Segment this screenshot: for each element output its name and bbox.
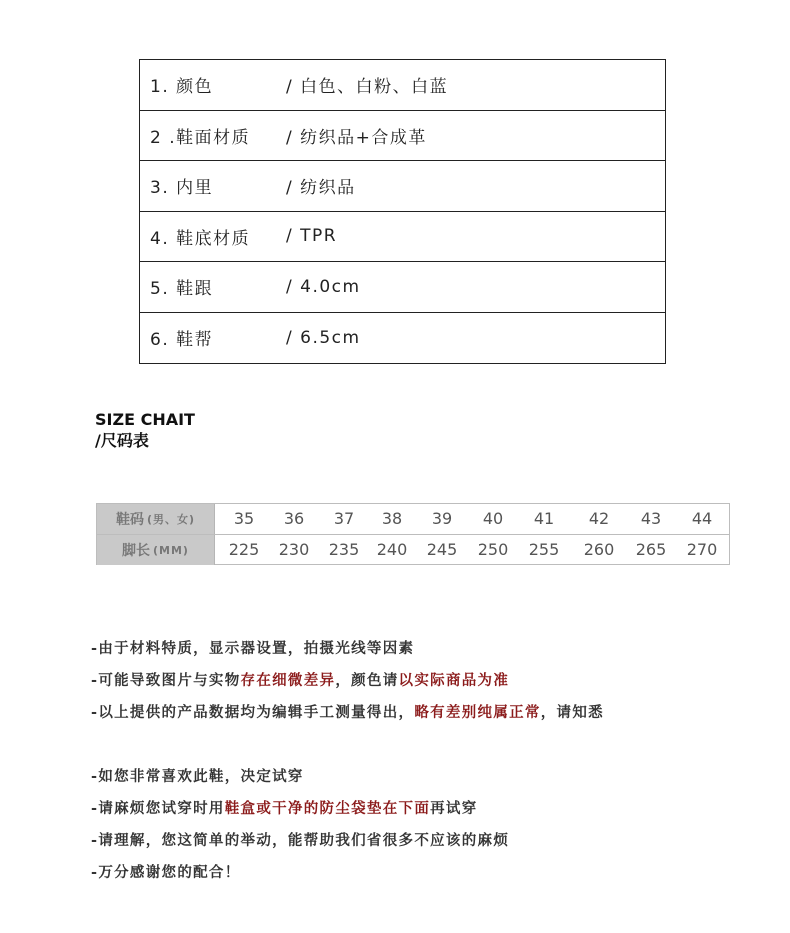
notice-line bbox=[91, 701, 604, 722]
size-cell: 255 bbox=[528, 540, 560, 559]
notice-line bbox=[91, 797, 478, 818]
notice-highlight: 鞋盒或干净的防尘袋垫在下面 bbox=[224, 801, 431, 817]
size-cell: 37 bbox=[333, 509, 355, 528]
notice-text: -由于材料特质，显示器设置，拍摄光线等因素 bbox=[91, 641, 415, 657]
size-chart-subtitle: /尺码表 bbox=[95, 431, 149, 450]
size-row-header-sub: (MM) bbox=[153, 543, 189, 557]
notice-highlight: 存在细微差异 bbox=[240, 673, 336, 689]
notice-text: -可能导致图片与实物 bbox=[91, 673, 241, 689]
spec-value: / 纺织品 bbox=[286, 178, 356, 199]
size-cell: 260 bbox=[583, 540, 615, 559]
spec-value: / TPR bbox=[286, 226, 338, 247]
size-row-foot-length bbox=[97, 534, 729, 565]
spec-label: 5. 鞋跟 bbox=[150, 279, 214, 300]
notice-text: ，请知悉 bbox=[540, 705, 604, 721]
size-cell: 42 bbox=[588, 509, 610, 528]
size-row-header bbox=[97, 504, 215, 534]
size-cell: 40 bbox=[482, 509, 504, 528]
spec-label: 4. 鞋底材质 bbox=[150, 228, 251, 249]
notice-line bbox=[91, 765, 304, 786]
size-cell: 43 bbox=[640, 509, 662, 528]
size-row-header-label: 脚长 bbox=[122, 543, 151, 559]
notice-highlight: 略有差别纯属正常 bbox=[414, 705, 541, 721]
spec-value: / 纺织品+合成革 bbox=[286, 127, 427, 148]
size-cell: 235 bbox=[328, 540, 360, 559]
spec-value: / 4.0cm bbox=[286, 276, 361, 297]
spec-label: 6. 鞋帮 bbox=[150, 330, 214, 351]
size-cell: 41 bbox=[533, 509, 555, 528]
spec-row-heel bbox=[140, 262, 665, 313]
size-cell: 39 bbox=[431, 509, 453, 528]
notice-highlight: 以实际商品为准 bbox=[398, 673, 510, 689]
notice-text: ，颜色请 bbox=[335, 673, 399, 689]
size-row-values bbox=[215, 504, 729, 534]
size-row-header-label: 鞋码 bbox=[115, 512, 144, 528]
size-cell: 245 bbox=[426, 540, 458, 559]
spec-value: / 6.5cm bbox=[286, 327, 361, 348]
notice-line bbox=[91, 861, 241, 882]
size-cell: 38 bbox=[381, 509, 403, 528]
size-chart-title: SIZE CHAIT bbox=[95, 410, 195, 429]
size-row-header-sub: (男、女) bbox=[146, 513, 196, 526]
spec-label: 3. 内里 bbox=[150, 178, 214, 199]
size-chart-table bbox=[96, 503, 730, 565]
notice-text: -如您非常喜欢此鞋，决定试穿 bbox=[91, 769, 304, 785]
size-row-values bbox=[215, 535, 729, 565]
size-cell: 250 bbox=[477, 540, 509, 559]
notice-text: -请理解，您这简单的举动，能帮助我们省很多不应该的麻烦 bbox=[91, 833, 510, 849]
spec-row-sole-material bbox=[140, 212, 665, 263]
size-cell: 230 bbox=[278, 540, 310, 559]
notice-line bbox=[91, 637, 414, 658]
spec-row-shaft bbox=[140, 313, 665, 364]
size-cell: 225 bbox=[228, 540, 260, 559]
size-chart-heading bbox=[95, 409, 195, 451]
size-cell: 240 bbox=[376, 540, 408, 559]
notice-text: 再试穿 bbox=[430, 801, 478, 817]
notice-text: -以上提供的产品数据均为编辑手工测量得出， bbox=[91, 705, 415, 721]
spec-label: 1. 颜色 bbox=[150, 77, 214, 98]
spec-value: / 白色、白粉、白蓝 bbox=[286, 77, 449, 98]
size-cell: 44 bbox=[691, 509, 713, 528]
notice-line bbox=[91, 669, 509, 690]
notice-line bbox=[91, 829, 509, 850]
notice-text: -万分感谢您的配合！ bbox=[91, 865, 241, 881]
size-cell: 35 bbox=[233, 509, 255, 528]
size-row-header bbox=[97, 535, 215, 565]
size-cell: 270 bbox=[686, 540, 718, 559]
spec-row-upper-material bbox=[140, 111, 665, 162]
product-specs-table bbox=[139, 59, 666, 364]
size-row-shoe-size bbox=[97, 504, 729, 534]
size-cell: 36 bbox=[283, 509, 305, 528]
spec-row-color bbox=[140, 60, 665, 111]
spec-label: 2 .鞋面材质 bbox=[150, 127, 251, 148]
spec-row-lining bbox=[140, 161, 665, 212]
notice-text: -请麻烦您试穿时用 bbox=[91, 801, 225, 817]
size-cell: 265 bbox=[635, 540, 667, 559]
